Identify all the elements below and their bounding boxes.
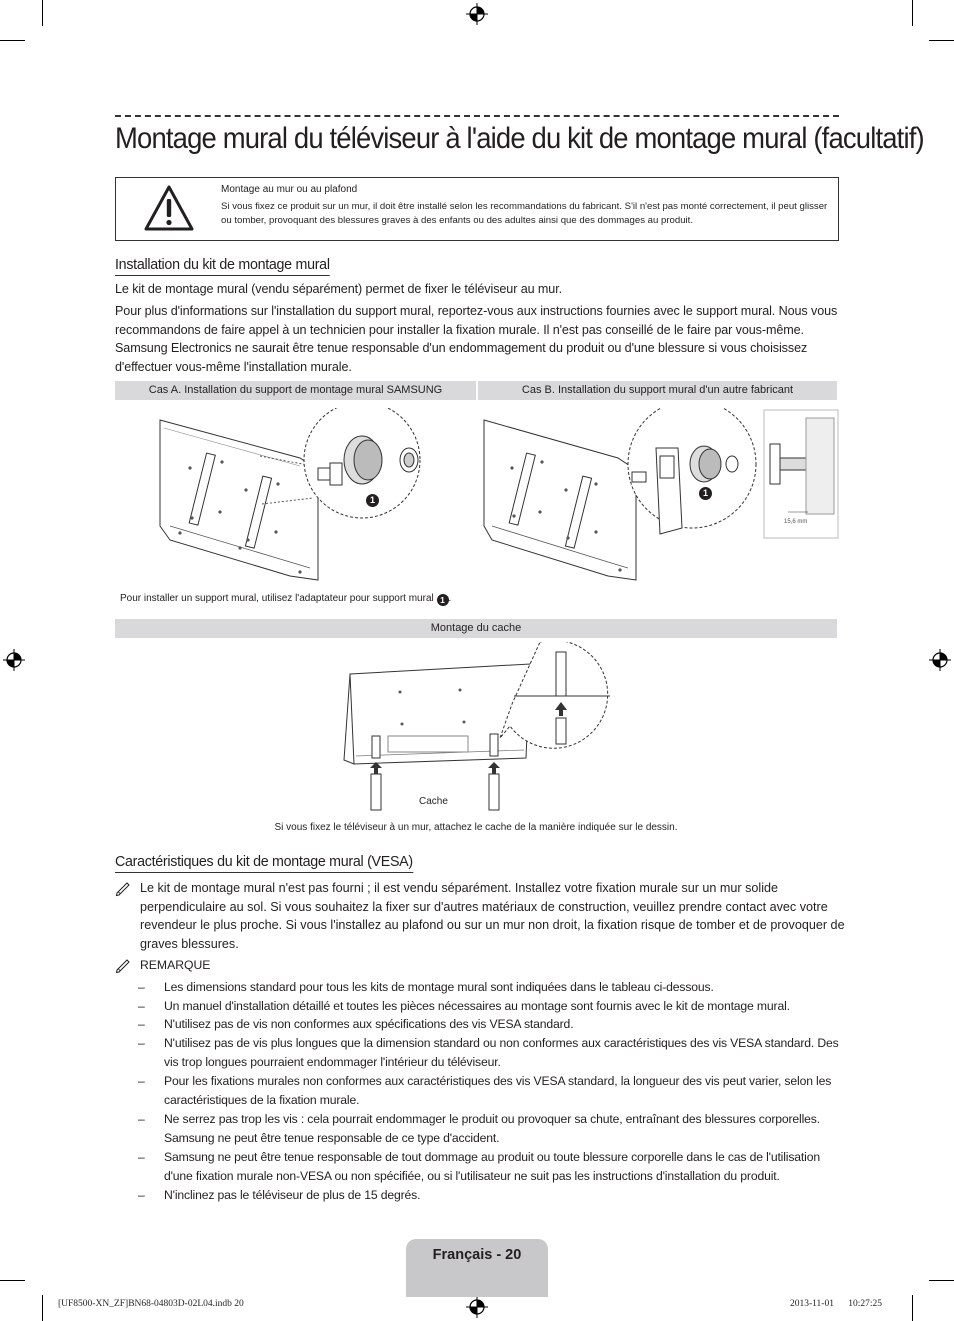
registration-mark-icon — [3, 649, 25, 671]
pencil-note-icon — [115, 879, 133, 897]
page-number-tab — [406, 1239, 548, 1297]
warning-box — [115, 177, 839, 241]
list-item-text: Un manuel d'installation détaillé et toutes les pièces nécessaires au montage sont fournis avec le kit de montage mural. — [164, 999, 790, 1013]
remark-label: REMARQUE — [140, 958, 211, 972]
callout-1-badge: 1 — [699, 487, 712, 500]
dimension-label: 15,6 mm — [784, 519, 808, 525]
case-b-illustration — [478, 408, 840, 588]
list-item-text: Samsung ne peut être tenue responsable de tout dommage au produit ou toute blessure corporelle dans le cas de l'utilisation d'une fixation murale non-VESA ou non spécifiée, ou si l'utilisateur ne suit pas les instructions d'installation du produit. — [164, 1150, 820, 1183]
list-item-text: Pour les fixations murales non conformes aux caractéristiques des vis VESA standard, la longueur des vis peut varier, selon les caractéristiques de la fixation murale. — [164, 1074, 832, 1107]
vesa-heading: Caractéristiques du kit de montage mural (VESA) — [115, 853, 413, 873]
case-a-illustration — [150, 408, 480, 588]
list-bullet: – — [138, 1036, 145, 1050]
warning-triangle-icon — [143, 184, 195, 232]
list-bullet: – — [138, 1017, 145, 1031]
warning-heading: Montage au mur ou au plafond — [221, 184, 358, 195]
registration-mark-icon — [466, 1296, 488, 1318]
install-para-1: Le kit de montage mural (vendu séparément) permet de fixer le téléviseur au mur. — [115, 282, 562, 296]
crop-mark — [42, 0, 43, 26]
list-bullet: – — [138, 1150, 145, 1164]
crop-mark — [912, 0, 913, 26]
list-item-text: Ne serrez pas trop les vis : cela pourrait endommager le produit ou provoquer sa chute, entraînant des blessures corporelles. Samsung ne peut être tenue responsable de ce type d'accident. — [164, 1112, 820, 1145]
list-bullet: – — [138, 999, 145, 1013]
crop-mark — [929, 40, 954, 41]
list-item-text: N'utilisez pas de vis plus longues que la dimension standard ou non conformes aux caractéristiques des vis VESA standard. Des vis trop longues pourraient endommager l'intérieur du téléviseur. — [164, 1036, 839, 1069]
page-title: Montage mural du téléviseur à l'aide du kit de montage mural (facultatif) — [115, 122, 924, 155]
crop-mark — [912, 1295, 913, 1321]
list-item-text: N'inclinez pas le téléviseur de plus de 15 degrés. — [164, 1188, 421, 1202]
list-bullet: – — [138, 1074, 145, 1088]
pencil-note-icon — [115, 956, 133, 974]
adapter-caption: Pour installer un support mural, utilisez l'adaptateur pour support mural 1 . — [120, 593, 452, 605]
crop-mark — [0, 1280, 25, 1281]
title-rule — [115, 115, 839, 117]
callout-1-badge: 1 — [366, 494, 379, 507]
list-item-text: N'utilisez pas de vis non conformes aux spécifications des vis VESA standard. — [164, 1017, 574, 1031]
case-a-header: Cas A. Installation du support de montage mural SAMSUNG — [115, 381, 476, 400]
crop-mark — [929, 1280, 954, 1281]
cache-caption: Si vous fixez le téléviseur à un mur, attachez le cache de la manière indiquée sur le dessin. — [274, 822, 678, 833]
crop-mark — [42, 1295, 43, 1321]
registration-mark-icon — [466, 3, 488, 25]
list-item-text: Les dimensions standard pour tous les kits de montage mural sont indiquées dans le tableau ci-dessous. — [164, 980, 714, 994]
install-para-2: Pour plus d'informations sur l'installation du support mural, reportez-vous aux instructions fournies avec le support mural. Nous vous recommandons de faire appel à un technicien pour installer la fixation murale. Il n'est pas conseillé de le faire par vous-même. Samsung Electronics ne saurait être tenue responsable d'un endommagement du produit ou d'une blessure si vous choisissez d'effectuer vous-même l'installation murale. — [115, 304, 838, 374]
cache-illustration — [330, 642, 620, 814]
list-bullet: – — [138, 980, 145, 994]
list-bullet: – — [138, 1188, 145, 1202]
install-heading: Installation du kit de montage mural — [115, 256, 330, 276]
vesa-note-text: Le kit de montage mural n'est pas fourni ; il est vendu séparément. Installez votre fixation murale sur un mur solide perpendiculaire au sol. Si vous souhaitez la fixer sur d'autres matériaux de construction, veuillez prendre contact avec votre revendeur le plus proche. Si vous l'installez au plafond ou sur un mur non droit, la fixation risque de tomber et de provoquer de graves blessures. — [140, 881, 845, 951]
registration-mark-icon — [929, 649, 951, 671]
print-imprint-timestamp: 2013-11-01 10:27:25 — [790, 1299, 883, 1309]
list-bullet: – — [138, 1112, 145, 1126]
page-number: Français - 20 — [432, 1247, 522, 1263]
warning-text: Si vous fixez ce produit sur un mur, il doit être installé selon les recommandations du fabricant. S'il n'est pas monté correctement, il peut glisser ou tomber, provoquant des blessures graves à des enfants ou des adultes ainsi que des dommages au produit. — [221, 201, 828, 226]
cache-label: Cache — [419, 796, 448, 807]
crop-mark — [0, 40, 25, 41]
print-imprint-file: [UF8500-XN_ZF]BN68-04803D-02L04.indb 20 — [58, 1299, 244, 1309]
case-b-header: Cas B. Installation du support mural d'un autre fabricant — [478, 381, 837, 400]
callout-1-badge: 1 — [437, 594, 449, 606]
cache-header: Montage du cache — [115, 619, 837, 638]
